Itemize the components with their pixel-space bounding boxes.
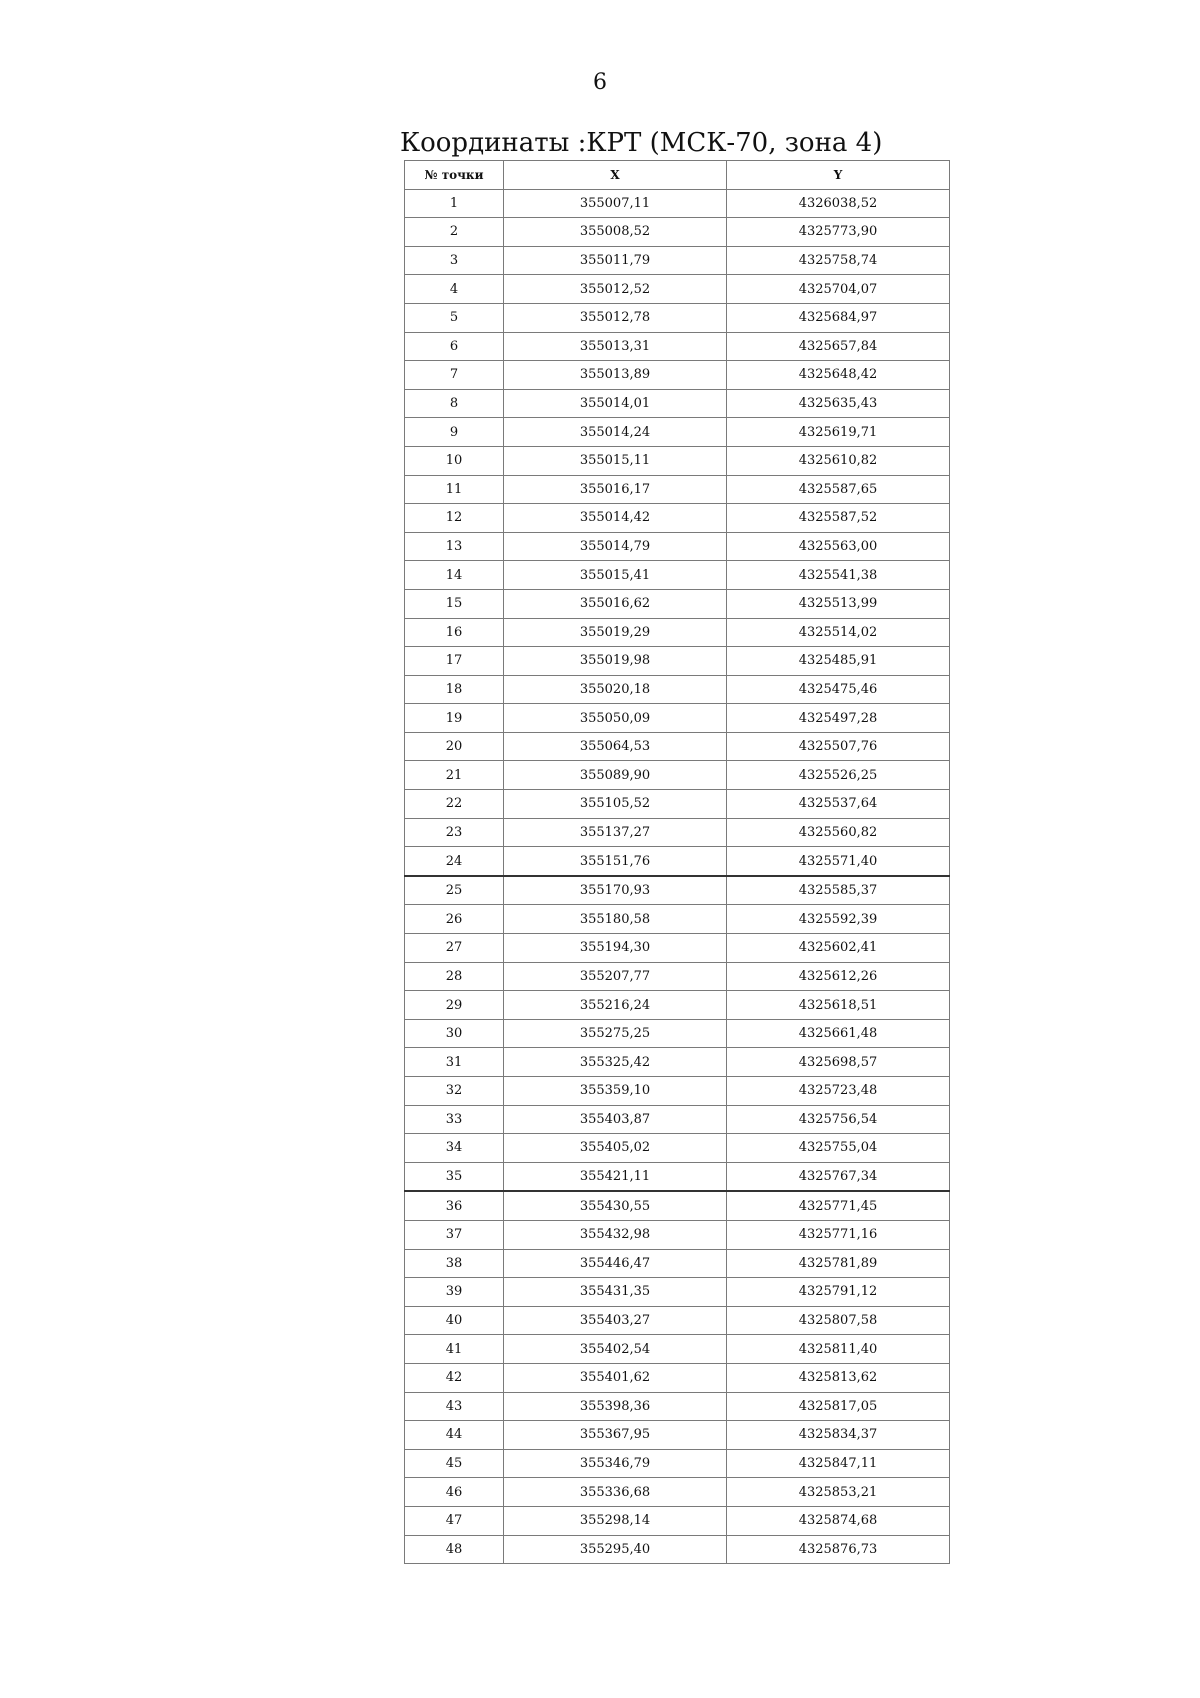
cell-point-number: 37 xyxy=(405,1220,504,1249)
cell-x: 355403,27 xyxy=(504,1306,727,1335)
cell-point-number: 16 xyxy=(405,618,504,647)
cell-point-number: 17 xyxy=(405,647,504,676)
table-row xyxy=(405,1134,950,1163)
table-row xyxy=(405,905,950,934)
cell-x: 355013,31 xyxy=(504,332,727,361)
cell-point-number: 11 xyxy=(405,475,504,504)
table-row xyxy=(405,1506,950,1535)
cell-y: 4325723,48 xyxy=(727,1077,950,1106)
table-row xyxy=(405,1019,950,1048)
cell-y: 4325847,11 xyxy=(727,1449,950,1478)
cell-point-number: 45 xyxy=(405,1449,504,1478)
cell-y: 4325853,21 xyxy=(727,1478,950,1507)
cell-point-number: 22 xyxy=(405,790,504,819)
cell-point-number: 12 xyxy=(405,504,504,533)
cell-y: 4326038,52 xyxy=(727,189,950,218)
cell-y: 4325817,05 xyxy=(727,1392,950,1421)
table-row xyxy=(405,847,950,876)
cell-y: 4325618,51 xyxy=(727,991,950,1020)
cell-y: 4325560,82 xyxy=(727,818,950,847)
cell-point-number: 25 xyxy=(405,876,504,905)
cell-point-number: 40 xyxy=(405,1306,504,1335)
cell-x: 355151,76 xyxy=(504,847,727,876)
cell-y: 4325704,07 xyxy=(727,275,950,304)
table-row xyxy=(405,1392,950,1421)
cell-point-number: 20 xyxy=(405,732,504,761)
cell-point-number: 48 xyxy=(405,1535,504,1564)
cell-x: 355012,52 xyxy=(504,275,727,304)
table-row xyxy=(405,876,950,905)
cell-x: 355012,78 xyxy=(504,303,727,332)
cell-point-number: 1 xyxy=(405,189,504,218)
coordinates-table xyxy=(404,160,950,1564)
cell-y: 4325587,52 xyxy=(727,504,950,533)
table-row xyxy=(405,1306,950,1335)
table-row xyxy=(405,332,950,361)
table-row xyxy=(405,1105,950,1134)
cell-x: 355050,09 xyxy=(504,704,727,733)
table-row xyxy=(405,389,950,418)
cell-point-number: 2 xyxy=(405,218,504,247)
cell-x: 355421,11 xyxy=(504,1162,727,1191)
cell-x: 355015,11 xyxy=(504,446,727,475)
cell-y: 4325876,73 xyxy=(727,1535,950,1564)
cell-y: 4325602,41 xyxy=(727,934,950,963)
cell-x: 355020,18 xyxy=(504,675,727,704)
cell-y: 4325585,37 xyxy=(727,876,950,905)
table-row xyxy=(405,732,950,761)
table-row xyxy=(405,275,950,304)
cell-point-number: 8 xyxy=(405,389,504,418)
table-row xyxy=(405,1363,950,1392)
cell-x: 355402,54 xyxy=(504,1335,727,1364)
table-row xyxy=(405,1249,950,1278)
cell-y: 4325661,48 xyxy=(727,1019,950,1048)
cell-x: 355216,24 xyxy=(504,991,727,1020)
cell-point-number: 7 xyxy=(405,361,504,390)
cell-x: 355432,98 xyxy=(504,1220,727,1249)
cell-y: 4325657,84 xyxy=(727,332,950,361)
cell-point-number: 46 xyxy=(405,1478,504,1507)
cell-y: 4325874,68 xyxy=(727,1506,950,1535)
cell-x: 355105,52 xyxy=(504,790,727,819)
cell-point-number: 27 xyxy=(405,934,504,963)
cell-y: 4325834,37 xyxy=(727,1421,950,1450)
table-row xyxy=(405,418,950,447)
table-row xyxy=(405,475,950,504)
cell-y: 4325635,43 xyxy=(727,389,950,418)
cell-point-number: 36 xyxy=(405,1191,504,1220)
table-row xyxy=(405,1478,950,1507)
table-row xyxy=(405,991,950,1020)
table-row xyxy=(405,618,950,647)
table-row xyxy=(405,818,950,847)
cell-x: 355007,11 xyxy=(504,189,727,218)
cell-point-number: 21 xyxy=(405,761,504,790)
cell-point-number: 34 xyxy=(405,1134,504,1163)
cell-point-number: 15 xyxy=(405,589,504,618)
cell-x: 355359,10 xyxy=(504,1077,727,1106)
table-row xyxy=(405,504,950,533)
cell-y: 4325619,71 xyxy=(727,418,950,447)
cell-x: 355336,68 xyxy=(504,1478,727,1507)
cell-y: 4325485,91 xyxy=(727,647,950,676)
table-row xyxy=(405,1191,950,1220)
table-row xyxy=(405,189,950,218)
cell-y: 4325507,76 xyxy=(727,732,950,761)
cell-y: 4325513,99 xyxy=(727,589,950,618)
cell-x: 355014,01 xyxy=(504,389,727,418)
header-y: Y xyxy=(727,161,950,190)
cell-y: 4325541,38 xyxy=(727,561,950,590)
cell-x: 355431,35 xyxy=(504,1278,727,1307)
table-row xyxy=(405,761,950,790)
table-row xyxy=(405,1449,950,1478)
cell-y: 4325648,42 xyxy=(727,361,950,390)
table-row xyxy=(405,303,950,332)
table-row xyxy=(405,446,950,475)
cell-point-number: 4 xyxy=(405,275,504,304)
cell-point-number: 38 xyxy=(405,1249,504,1278)
cell-point-number: 26 xyxy=(405,905,504,934)
cell-y: 4325592,39 xyxy=(727,905,950,934)
table-row xyxy=(405,1220,950,1249)
cell-x: 355011,79 xyxy=(504,246,727,275)
table-row xyxy=(405,532,950,561)
cell-x: 355016,17 xyxy=(504,475,727,504)
cell-x: 355016,62 xyxy=(504,589,727,618)
cell-y: 4325771,45 xyxy=(727,1191,950,1220)
table-row xyxy=(405,561,950,590)
cell-x: 355013,89 xyxy=(504,361,727,390)
table-header-row xyxy=(405,161,950,190)
cell-x: 355275,25 xyxy=(504,1019,727,1048)
cell-point-number: 31 xyxy=(405,1048,504,1077)
cell-x: 355325,42 xyxy=(504,1048,727,1077)
table-row xyxy=(405,1077,950,1106)
table-row xyxy=(405,675,950,704)
cell-point-number: 32 xyxy=(405,1077,504,1106)
cell-x: 355401,62 xyxy=(504,1363,727,1392)
cell-point-number: 23 xyxy=(405,818,504,847)
cell-y: 4325756,54 xyxy=(727,1105,950,1134)
cell-y: 4325526,25 xyxy=(727,761,950,790)
cell-point-number: 44 xyxy=(405,1421,504,1450)
table-row xyxy=(405,1162,950,1191)
cell-y: 4325811,40 xyxy=(727,1335,950,1364)
cell-x: 355014,79 xyxy=(504,532,727,561)
table-row xyxy=(405,246,950,275)
cell-point-number: 43 xyxy=(405,1392,504,1421)
cell-x: 355403,87 xyxy=(504,1105,727,1134)
cell-point-number: 47 xyxy=(405,1506,504,1535)
cell-x: 355019,29 xyxy=(504,618,727,647)
cell-x: 355014,42 xyxy=(504,504,727,533)
cell-y: 4325610,82 xyxy=(727,446,950,475)
table-row xyxy=(405,589,950,618)
cell-y: 4325813,62 xyxy=(727,1363,950,1392)
cell-x: 355346,79 xyxy=(504,1449,727,1478)
table-row xyxy=(405,1335,950,1364)
cell-point-number: 18 xyxy=(405,675,504,704)
cell-point-number: 29 xyxy=(405,991,504,1020)
table-row xyxy=(405,647,950,676)
cell-point-number: 9 xyxy=(405,418,504,447)
table-row xyxy=(405,962,950,991)
cell-y: 4325563,00 xyxy=(727,532,950,561)
page-number: 6 xyxy=(593,70,607,95)
cell-x: 355430,55 xyxy=(504,1191,727,1220)
cell-point-number: 33 xyxy=(405,1105,504,1134)
cell-y: 4325612,26 xyxy=(727,962,950,991)
cell-y: 4325807,58 xyxy=(727,1306,950,1335)
cell-point-number: 14 xyxy=(405,561,504,590)
cell-y: 4325755,04 xyxy=(727,1134,950,1163)
cell-y: 4325497,28 xyxy=(727,704,950,733)
cell-x: 355170,93 xyxy=(504,876,727,905)
cell-x: 355015,41 xyxy=(504,561,727,590)
table-row xyxy=(405,218,950,247)
cell-x: 355298,14 xyxy=(504,1506,727,1535)
cell-point-number: 19 xyxy=(405,704,504,733)
cell-y: 4325684,97 xyxy=(727,303,950,332)
cell-y: 4325773,90 xyxy=(727,218,950,247)
cell-x: 355207,77 xyxy=(504,962,727,991)
table-row xyxy=(405,934,950,963)
cell-point-number: 35 xyxy=(405,1162,504,1191)
cell-y: 4325698,57 xyxy=(727,1048,950,1077)
cell-x: 355008,52 xyxy=(504,218,727,247)
header-point-number: № точки xyxy=(405,161,504,190)
cell-y: 4325771,16 xyxy=(727,1220,950,1249)
table-row xyxy=(405,361,950,390)
table-row xyxy=(405,1535,950,1564)
cell-point-number: 39 xyxy=(405,1278,504,1307)
cell-x: 355180,58 xyxy=(504,905,727,934)
table-row xyxy=(405,1048,950,1077)
cell-x: 355019,98 xyxy=(504,647,727,676)
cell-x: 355446,47 xyxy=(504,1249,727,1278)
cell-point-number: 10 xyxy=(405,446,504,475)
cell-x: 355405,02 xyxy=(504,1134,727,1163)
cell-y: 4325767,34 xyxy=(727,1162,950,1191)
cell-y: 4325587,65 xyxy=(727,475,950,504)
cell-point-number: 5 xyxy=(405,303,504,332)
cell-x: 355137,27 xyxy=(504,818,727,847)
cell-point-number: 41 xyxy=(405,1335,504,1364)
cell-y: 4325758,74 xyxy=(727,246,950,275)
cell-x: 355194,30 xyxy=(504,934,727,963)
cell-x: 355367,95 xyxy=(504,1421,727,1450)
cell-x: 355089,90 xyxy=(504,761,727,790)
cell-y: 4325475,46 xyxy=(727,675,950,704)
cell-point-number: 13 xyxy=(405,532,504,561)
header-x: X xyxy=(504,161,727,190)
coordinates-title: Координаты :КРТ (МСК-70, зона 4) xyxy=(400,128,883,158)
cell-x: 355295,40 xyxy=(504,1535,727,1564)
cell-point-number: 3 xyxy=(405,246,504,275)
cell-point-number: 30 xyxy=(405,1019,504,1048)
table-row xyxy=(405,704,950,733)
cell-x: 355014,24 xyxy=(504,418,727,447)
cell-point-number: 6 xyxy=(405,332,504,361)
cell-point-number: 28 xyxy=(405,962,504,991)
cell-x: 355064,53 xyxy=(504,732,727,761)
table-row xyxy=(405,790,950,819)
cell-x: 355398,36 xyxy=(504,1392,727,1421)
cell-y: 4325571,40 xyxy=(727,847,950,876)
table-row xyxy=(405,1421,950,1450)
cell-y: 4325791,12 xyxy=(727,1278,950,1307)
table-row xyxy=(405,1278,950,1307)
cell-point-number: 24 xyxy=(405,847,504,876)
cell-point-number: 42 xyxy=(405,1363,504,1392)
cell-y: 4325514,02 xyxy=(727,618,950,647)
cell-y: 4325537,64 xyxy=(727,790,950,819)
table-body xyxy=(405,189,950,1564)
cell-y: 4325781,89 xyxy=(727,1249,950,1278)
